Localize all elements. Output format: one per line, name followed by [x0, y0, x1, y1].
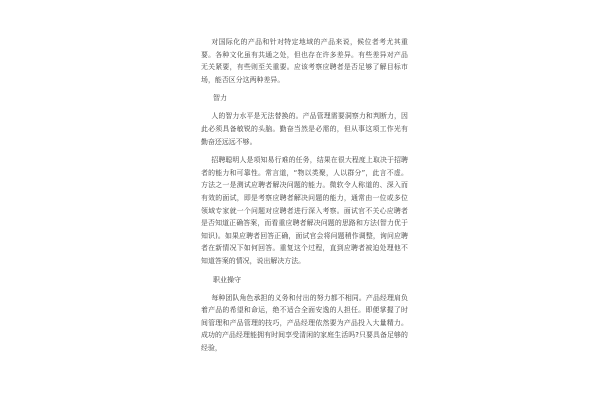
paragraph-intelligence: 人的智力水平是无法替换的。产品管理需要洞察力和判断力，因此必须具备敏锐的头脑。勤奋当然是必需的，但从事这项工作光有勤奋还远远不够。 — [201, 112, 408, 146]
paragraph-professionalism: 每种团队角色承担的义务和付出的努力都不相同。产品经理肩负着产品的希望和命运，绝不适合全面安逸的人担任。即便掌握了时间管理和产品管理的技巧，产品经理依然要为产品投入大量精力。成功的产品经理能拥有时间享受清闲的家庭生活吗?只要具备足够的经验， — [201, 293, 408, 352]
heading-intelligence: 智力 — [213, 94, 227, 103]
heading-professionalism: 职业操守 — [213, 275, 241, 284]
paragraph-hiring: 招聘聪明人是项知易行难的任务，结果在很大程度上取决于招聘者的能力和可靠性。常言道，“物以类聚，人以群分”，此言不虚。方法之一是测试应聘者解决问题的能力。微软令人称道的、深入而有效的面试，即是考察应聘者解决问题的能力，通常由一位或多位领域专家就一个问题对应聘者进行深入考察。面试官不关心应聘者是否知道正确答案，而看重应聘者解决问题的思路和方法(智力优于知识)。如果应聘者回答正确，面试官会将问题稍作调整，询问应聘者在新情况下如何回答。重复这个过程，直到应聘者被迫处理他不知道答案的情况，说出解决方法。 — [201, 156, 408, 265]
article-body — [201, 36, 408, 360]
paragraph-culture: 对国际化的产品和针对特定地域的产品来说，候位者考尤其重要。各种文化虽有共通之处，但也存在许多差异。有些差异对产品无关紧要，有些则至关重要。应该考察应聘者是否足够了解目标市场，能否区分这两种差异。 — [201, 38, 408, 84]
